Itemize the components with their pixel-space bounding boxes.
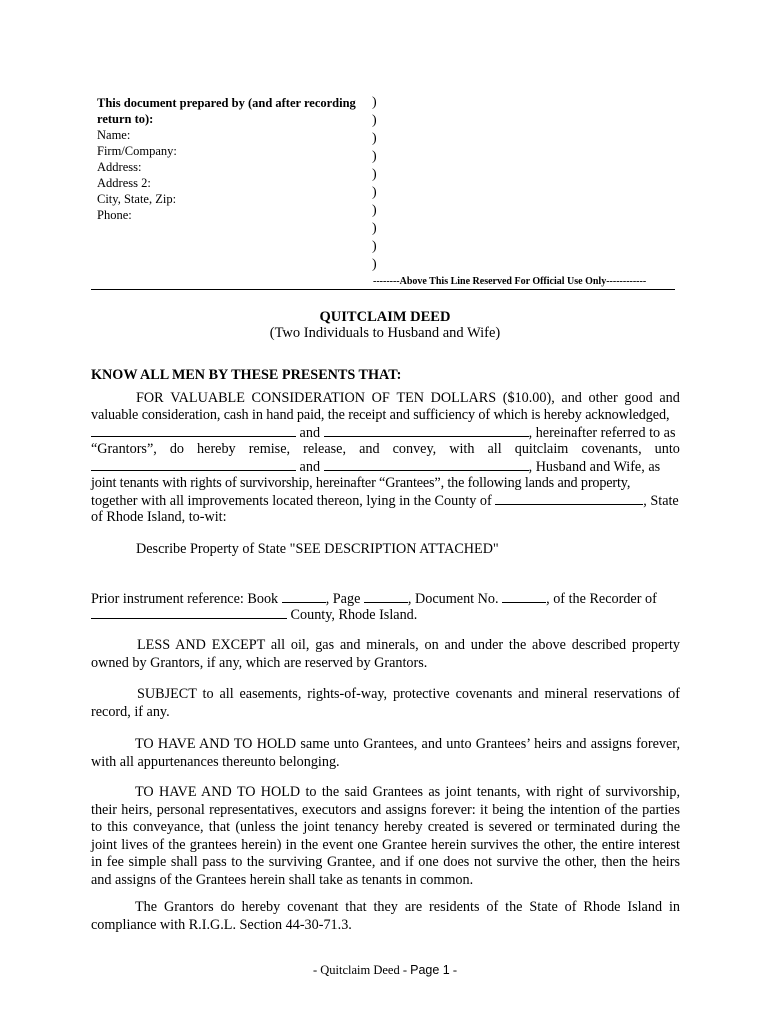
word: other (588, 390, 618, 406)
prior-book-label: Prior instrument reference: Book (91, 591, 279, 607)
paren-mark: ) (372, 113, 377, 128)
county-blank[interactable] (495, 492, 643, 505)
deed-title: QUITCLAIM DEED (319, 309, 451, 325)
footer-page-number: Page 1 (410, 963, 450, 977)
prior-county-label: County, Rhode Island. (290, 607, 418, 623)
paren-mark: ) (372, 149, 377, 164)
county-suffix: , State (643, 493, 679, 509)
word: ($10.00), (502, 390, 555, 406)
less-and-except-paragraph: LESS AND EXCEPT all oil, gas and minerals, on and under the above described property owned by Grantors, if any, which are reserved by Grantors. (91, 637, 680, 671)
preparer-address2-label: Address 2: (97, 176, 151, 190)
recorder-county-blank[interactable] (91, 606, 287, 619)
consideration-line-8: of Rhode Island, to-wit: (91, 509, 227, 525)
word: and (359, 441, 380, 457)
word: DOLLARS (430, 390, 497, 406)
word: FOR (136, 390, 164, 406)
word: quitclaim (514, 441, 569, 457)
word: unto (654, 441, 680, 457)
word: do (169, 441, 185, 457)
grantees-line (91, 458, 660, 477)
word: VALUABLE (170, 390, 245, 406)
property-description: Describe Property of State "SEE DESCRIPTION ATTACHED" (136, 541, 499, 557)
word: CONSIDERATION (251, 390, 366, 406)
consideration-line-4 (91, 441, 680, 459)
word: covenants, (581, 441, 642, 457)
word: “Grantors”, (91, 441, 157, 457)
preparer-address-label: Address: (97, 160, 142, 174)
preparer-heading-line1: This document prepared by (and after recording (97, 96, 356, 110)
page-footer (0, 963, 770, 978)
word: TEN (396, 390, 425, 406)
consideration-line-2: valuable consideration, cash in hand paid, the receipt and sufficiency of which is hereby acknowledged, (91, 407, 670, 423)
preparer-heading-line2: return to): (97, 112, 154, 126)
prior-recorder-label: , of the Recorder of (546, 591, 657, 607)
paren-mark: ) (372, 239, 377, 254)
prior-instrument-line-2 (91, 606, 417, 625)
know-all-heading: KNOW ALL MEN BY THESE PRESENTS THAT: (91, 367, 402, 383)
document-blank[interactable] (502, 590, 546, 603)
and-word: and (299, 459, 321, 475)
grantor-1-blank[interactable] (91, 424, 296, 437)
preparer-name-label: Name: (97, 128, 131, 142)
grantee-2-blank[interactable] (324, 458, 529, 471)
deed-subtitle: (Two Individuals to Husband and Wife) (269, 325, 501, 341)
official-use-divider (91, 289, 675, 290)
word: and (561, 390, 582, 406)
footer-suffix: - (449, 963, 458, 977)
subject-to-paragraph: SUBJECT to all easements, rights-of-way, protective covenants and mineral reservations of record, if any. (91, 686, 680, 720)
preparer-city-state-zip-label: City, State, Zip: (97, 192, 177, 206)
official-use-notice: --------Above This Line Reserved For Official Use Only------------ (373, 276, 647, 287)
and-word: and (299, 425, 321, 441)
page-blank[interactable] (364, 590, 408, 603)
paren-mark: ) (372, 131, 377, 146)
word: remise, (248, 441, 291, 457)
word: good (624, 390, 653, 406)
word: OF (371, 390, 390, 406)
grantee-1-blank[interactable] (91, 458, 296, 471)
grantors-line (91, 424, 676, 443)
joint-tenancy-paragraph: TO HAVE AND TO HOLD to the said Grantees as joint tenants, with right of survivorship, their heirs, personal representatives, executors and assigns forever: it being the intention of the parties to this conveyance, that (unless the joint tenancy hereby created is severed or terminated during the joint lives of the grantees herein) in the event one Grantee herein survives the other, the entire interest in fee simple shall pass to the surviving Grantee, and if one does not survive the other, then the heirs and assigns of the Grantees herein shall take as tenants in common. (91, 784, 680, 888)
county-prefix: together with all improvements located thereon, lying in the County of (91, 493, 492, 509)
county-line (91, 492, 679, 511)
word: hereby (197, 441, 236, 457)
paren-mark: ) (372, 95, 377, 110)
paren-mark: ) (372, 221, 377, 236)
residency-covenant-paragraph: The Grantors do hereby covenant that they are residents of the State of Rhode Island in compliance with R.I.G.L. Section 44-30-71.3. (91, 899, 680, 933)
word: all (487, 441, 502, 457)
prior-document-label: , Document No. (407, 591, 499, 607)
paren-mark: ) (372, 167, 377, 182)
grantor-2-blank[interactable] (324, 424, 529, 437)
habendum-paragraph: TO HAVE AND TO HOLD same unto Grantees, and unto Grantees’ heirs and assigns forever, with all appurtenances thereunto belonging. (91, 736, 680, 770)
word: with (449, 441, 475, 457)
preparer-phone-label: Phone: (97, 208, 132, 222)
preparer-firm-label: Firm/Company: (97, 144, 177, 158)
consideration-line-6: joint tenants with rights of survivorship, hereinafter “Grantees”, the following lands and property, (91, 475, 631, 491)
paren-mark: ) (372, 257, 377, 272)
paren-mark: ) (372, 203, 377, 218)
paren-mark: ) (372, 185, 377, 200)
word: and (659, 390, 680, 406)
prior-page-label: , Page (325, 591, 361, 607)
word: convey, (392, 441, 437, 457)
word: release, (303, 441, 347, 457)
book-blank[interactable] (282, 590, 326, 603)
grantors-suffix: , hereinafter referred to as (528, 425, 676, 441)
consideration-line-1 (136, 390, 680, 408)
grantees-suffix: , Husband and Wife, as (528, 459, 661, 475)
footer-prefix: - Quitclaim Deed - (312, 963, 411, 977)
